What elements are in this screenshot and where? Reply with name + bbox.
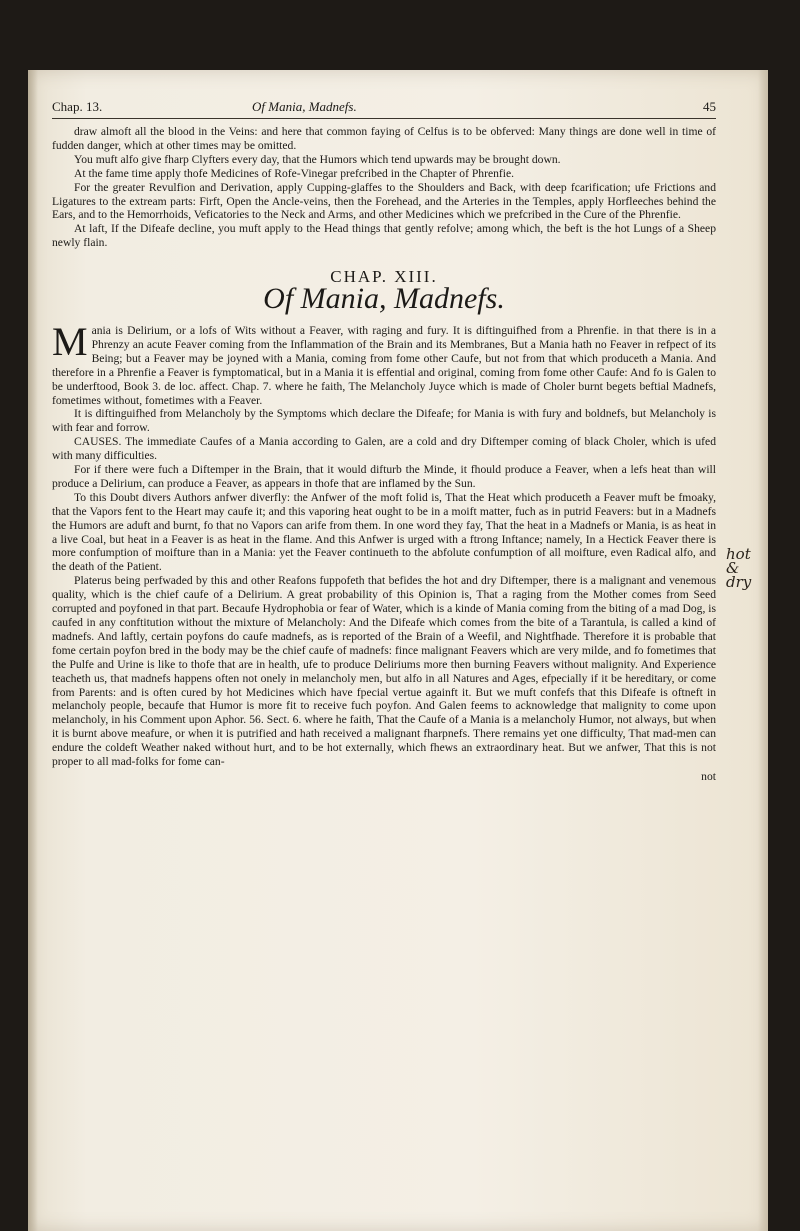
paragraph: It is diftinguifhed from Melancholy by the Symptoms which declare the Difeafe; for Mania is with fury and boldnefs, but Melancholy is with fear and forrow. [52,407,716,435]
page-number: 45 [703,99,716,114]
paragraph: You muft alfo give fharp Clyfters every day, that the Humors which tend upwards may be brought down. [74,152,561,166]
page-content [52,99,752,784]
paragraph: At laft, If the Difeafe decline, you muft apply to the Head things that gently refolve; among which, the beft is the hot Lungs of a Sheep newly flain. [52,222,716,250]
opening-paragraph-text: ania is Delirium, or a lofs of Wits without a Feaver, with raging and fury. It is diftinguifhed from a Phrenfie. in that there is in a Phrenzy an acute Feaver coming from the Inflammation of the Brain and its Membranes, But a Mania hath no Feaver in refpect of its Being; but a Feaver may be joyned with a Mania, coming from fome other Caufe, but not from that which produceth a Mania. And therefore in a Phrenfie a Feaver is fymptomatical, but in a Mania it is effential and original, coming from fome other Caufe: And fo is Galen to be underftood, Book 3. de loc. affect. Chap. 7. where he faith, The Melancholy Juyce which is made of Choler burnt begets beftial Madnefs, fometimes without, fometimes with a Feaver. [52,323,716,407]
opening-paragraph [52,318,716,407]
paragraph-causes: CAUSES. The immediate Caufes of a Mania according to Galen, are a cold and dry Diftemper coming of black Choler, which is ufed with many difficulties. [52,435,716,463]
page-edge-right [758,70,768,1231]
chapter-ref: Chap. 13. [52,99,103,114]
paragraph: For the greater Revulfion and Derivation, apply Cupping-glaffes to the Shoulders and Back, with deep fcarification; ufe Frictions and Ligatures to the extream parts: Firft, Open the Ancle-veins, then the Forehead, and the Arteries in the Temples, apply Horfleeches behind the Ears, and to the Hemorrhoids, Veficatories to the Neck and Arms, and other Medicines which we prefcribed in the Cure of the Phrenfie. [52,180,716,222]
running-title: Of Mania, Madnefs. [252,99,357,114]
paragraph: For if there were fuch a Diftemper in the Brain, that it would difturb the Minde, it fhould produce a Feaver, when a lefs heat than will produce a Delirium, can produce a Feaver, as appears in thofe that are inflamed by the Sun. [52,463,716,490]
handwritten-margin-note: hot & dry [726,545,752,591]
paragraph: To this Doubt divers Authors anfwer diverfly: the Anfwer of the moft folid is, That the Heat which produceth a Feaver muft be fmoaky, that the Vapors fent to the Heart may caufe it; and this vaporing heat ought to be in a moift matter, fuch as in putrid Feavers: but in a Madnefs the Humors are aduft and burnt, fo that no Vapors can arife from them. In one word they fay, That the heat in a Madnefs or Mania, is as heat in a live Coal, but heat in a Feaver is as heat in the flame. And this Anfwer is urged with a ftrong Inftance; namely, In a Hectick Feaver there is more confumption of moifture than in a Mania: yet the Feaver continueth to the abfolute confumption of all moifture, even Radical alfo, and the death of the Patient. [52,490,716,574]
chapter-heading: CHAP. XIII. [330,267,438,287]
drop-cap: M [52,318,88,364]
page-edge-left [28,70,38,1231]
running-head [52,100,716,119]
chapter-title: Of Mania, Madnefs. [263,282,505,316]
book-page [28,70,768,1231]
paragraph: Platerus being perfwaded by this and other Reafons fuppofeth that befides the hot and dry Diftemper, there is a malignant and venemous quality, which is the chief caufe of a Delirium. A great probability of this Opinion is, That a raging from the Mother comes from Seed corrupted and poyfoned in that part. Becaufe Hydrophobia or fear of Water, which is a kinde of Mania coming from the biting of a mad Dog, is caufed in any conftitution without the mixture of Melancholy: And the Difeafe which comes from the bite of a Tarantula, is called a kind of madnefs. And laftly, certain poyfons do caufe madnefs, as is reported of the Brain of a Weefil, and Nightfhade. Therefore it is probable that fome certain poyfon bred in the body may be the chief caufe of madnefs: fince malignant Feavers which are very milde, and fo fometimes that the Pulfe and Urine is like to thofe that are in health, ufe to produce Deliriums more then burning Feavers without malignity. And Experience teacheth us, that madnefs happens often not onely in melancholy men, but alfo in all Natures and Ages, efpecially if it be hereditary, or come from Parents: and is often cured by hot Medicines which have fpecial vertue againft it. But we muft confefs that this Difeafe is oftneft in melancholy people, becaufe that Humor is more fit to receive fuch poyfon. And Galen feems to acknowledge that malignity to come upon melancholy, in his Comment upon Aphor. 56. Sect. 6. where he faith, That the Caufe of a Mania is a melancholy Humor, not always, but when it is burnt above meafure, or when it is putrified and hath received a malignant fharpnefs. There remains yet one difficulty, That mad-men can endure the coldeft Weather naked without hurt, and to be hot externally, which fhews an extraordinary heat. But we anfwer, That this is not proper to all mad-folks for fome can- [52,574,716,769]
paragraph: draw almoft all the blood in the Veins: and here that common faying of Celfus is to be obferved: Many things are done well in time of fudden danger, which at other times may be omitted. [52,125,716,152]
catchword: not [701,769,716,783]
paragraph: At the fame time apply thofe Medicines of Rofe-Vinegar prefcribed in the Chapter of Phrenfie. [74,166,515,180]
